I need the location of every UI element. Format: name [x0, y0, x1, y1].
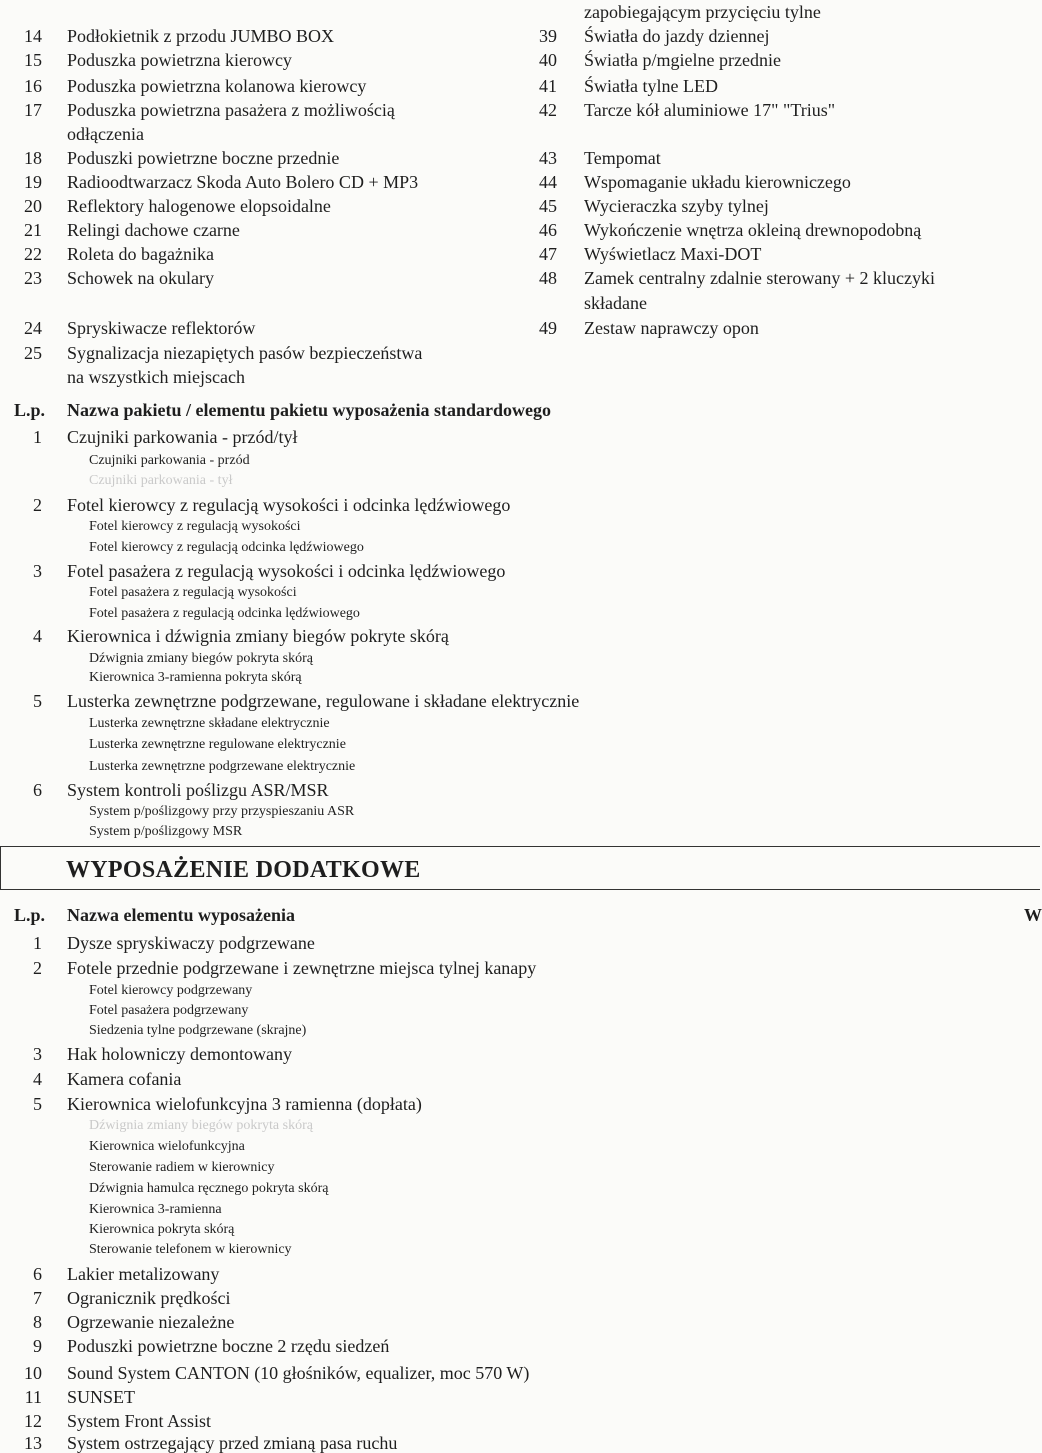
- sub-item: Lusterka zewnętrzne podgrzewane elektrycznie: [89, 759, 356, 774]
- item-text: Reflektory halogenowe elopsoidalne: [67, 196, 331, 216]
- sub-item: Siedzenia tylne podgrzewane (skrajne): [89, 1023, 307, 1038]
- item-text: Ogrzewanie niezależne: [67, 1312, 235, 1332]
- item-text-continuation: na wszystkich miejscach: [67, 367, 245, 387]
- item-number: 2: [33, 958, 42, 978]
- item-number: 42: [539, 100, 557, 120]
- sub-item: Lusterka zewnętrzne składane elektrycznie: [89, 716, 330, 731]
- item-number: 23: [24, 268, 42, 288]
- item-text: Wycieraczka szyby tylnej: [584, 196, 769, 216]
- sub-item: Fotel kierowcy podgrzewany: [89, 983, 253, 998]
- sub-item: Dźwignia zmiany biegów pokryta skórą: [89, 651, 313, 666]
- item-text: SUNSET: [67, 1387, 136, 1407]
- sub-item: Fotel kierowcy z regulacją odcinka lędźwiowego: [89, 540, 364, 555]
- sub-item: Kierownica wielofunkcyjna: [89, 1139, 245, 1154]
- item-text: Podłokietnik z przodu JUMBO BOX: [67, 26, 334, 46]
- item-number: 11: [24, 1387, 42, 1407]
- item-text: Czujniki parkowania - przód/tył: [67, 427, 298, 447]
- item-number: 6: [33, 780, 42, 800]
- item-text: Schowek na okulary: [67, 268, 214, 288]
- extra-header-name: Nazwa elementu wyposażenia: [67, 905, 295, 925]
- item-text: Ogranicznik prędkości: [67, 1288, 231, 1308]
- item-number: 5: [33, 1094, 42, 1114]
- item-text: Dysze spryskiwaczy podgrzewane: [67, 933, 315, 953]
- item-text: Lakier metalizowany: [67, 1264, 220, 1284]
- item-number: 8: [33, 1312, 42, 1332]
- item-number: 4: [33, 1069, 42, 1089]
- item-number: 44: [539, 172, 557, 192]
- item-text-continuation: składane: [584, 293, 647, 313]
- item-text: Fotel pasażera z regulacją wysokości i odcinka lędźwiowego: [67, 561, 506, 581]
- item-text-continuation: odłączenia: [67, 124, 144, 144]
- sub-item: Dźwignia hamulca ręcznego pokryta skórą: [89, 1181, 329, 1196]
- item-text: Poduszki powietrzne boczne 2 rzędu siedzeń: [67, 1336, 390, 1356]
- item-text: Poduszka powietrzna kolanowa kierowcy: [67, 76, 367, 96]
- section-title: WYPOSAŻENIE DODATKOWE: [66, 857, 421, 883]
- item-text: Sound System CANTON (10 głośników, equalizer, moc 570 W): [67, 1363, 530, 1383]
- sub-item: Fotel pasażera z regulacją wysokości: [89, 585, 297, 600]
- item-text: Wspomaganie układu kierowniczego: [584, 172, 851, 192]
- sub-item: Kierownica 3-ramienna pokryta skórą: [89, 670, 302, 685]
- item-number: 43: [539, 148, 557, 168]
- item-number: 3: [33, 561, 42, 581]
- item-number: 39: [539, 26, 557, 46]
- extra-header-right-fragment: W: [1024, 905, 1042, 925]
- sub-item: Fotel pasażera podgrzewany: [89, 1003, 249, 1018]
- item-number: 14: [24, 26, 42, 46]
- item-number: 48: [539, 268, 557, 288]
- item-number: 17: [24, 100, 42, 120]
- item-number: 4: [33, 626, 42, 646]
- item-text: System ostrzegający przed zmianą pasa ruchu: [67, 1433, 398, 1453]
- item-number: 7: [33, 1288, 42, 1308]
- item-number: 18: [24, 148, 42, 168]
- item-text: Relingi dachowe czarne: [67, 220, 240, 240]
- sub-item: Fotel pasażera z regulacją odcinka lędźwiowego: [89, 606, 360, 621]
- item-number: 24: [24, 318, 42, 338]
- sub-item: Czujniki parkowania - przód: [89, 453, 250, 468]
- item-number: 9: [33, 1336, 42, 1356]
- item-number: 1: [33, 933, 42, 953]
- sub-item: System p/poślizgowy MSR: [89, 824, 243, 839]
- item-text: Tarcze kół aluminiowe 17" "Trius": [584, 100, 836, 120]
- item-text: Roleta do bagażnika: [67, 244, 214, 264]
- item-number: 6: [33, 1264, 42, 1284]
- item-number: 46: [539, 220, 557, 240]
- sub-item-faded: Dźwignia zmiany biegów pokryta skórą: [89, 1118, 313, 1133]
- item-number: 49: [539, 318, 557, 338]
- item-number: 5: [33, 691, 42, 711]
- sub-item: Lusterka zewnętrzne regulowane elektrycznie: [89, 737, 346, 752]
- item-text: Poduszki powietrzne boczne przednie: [67, 148, 340, 168]
- item-text: Zamek centralny zdalnie sterowany + 2 kluczyki: [584, 268, 936, 288]
- item-text: Poduszka powietrzna kierowcy: [67, 50, 292, 70]
- item-number: 47: [539, 244, 557, 264]
- item-number: 40: [539, 50, 557, 70]
- sub-item: Kierownica 3-ramienna: [89, 1202, 222, 1217]
- item-text: Światła do jazdy dziennej: [584, 26, 770, 46]
- sub-item: System p/poślizgowy przy przyspieszaniu ASR: [89, 804, 355, 819]
- item-text: Wyświetlacz Maxi-DOT: [584, 244, 762, 264]
- sub-item-faded: Czujniki parkowania - tył: [89, 473, 233, 488]
- item-text: Wykończenie wnętrza okleiną drewnopodobną: [584, 220, 922, 240]
- item-number: 19: [24, 172, 42, 192]
- item-text: Światła p/mgielne przednie: [584, 50, 781, 70]
- item-text: Radioodtwarzacz Skoda Auto Bolero CD + MP3: [67, 172, 419, 192]
- item-text: Hak holowniczy demontowany: [67, 1044, 292, 1064]
- item-number: 3: [33, 1044, 42, 1064]
- item-number: 41: [539, 76, 557, 96]
- item-text: Poduszka powietrzna pasażera z możliwością: [67, 100, 395, 120]
- item-number: 25: [24, 343, 42, 363]
- item-number: 13: [24, 1433, 42, 1453]
- item-number: 2: [33, 495, 42, 515]
- item-number: 15: [24, 50, 42, 70]
- sub-item: Kierownica pokryta skórą: [89, 1222, 235, 1237]
- item-text: Fotele przednie podgrzewane i zewnętrzne miejsca tylnej kanapy: [67, 958, 537, 978]
- item-text: Światła tylne LED: [584, 76, 718, 96]
- extra-header-lp: L.p.: [14, 905, 46, 925]
- item-number: 45: [539, 196, 557, 216]
- packages-header-name: Nazwa pakietu / elementu pakietu wyposażenia standardowego: [67, 400, 552, 420]
- item-text: Spryskiwacze reflektorów: [67, 318, 256, 338]
- sub-item: Sterowanie telefonem w kierownicy: [89, 1242, 292, 1257]
- item-number: 1: [33, 427, 42, 447]
- item-text: Sygnalizacja niezapiętych pasów bezpieczeństwa: [67, 343, 423, 363]
- packages-header-lp: L.p.: [14, 400, 46, 420]
- item-text: Kierownica wielofunkcyjna 3 ramienna (dopłata): [67, 1094, 422, 1114]
- item-text: System kontroli poślizgu ASR/MSR: [67, 780, 329, 800]
- item-text: Zestaw naprawczy opon: [584, 318, 759, 338]
- item-text: Lusterka zewnętrzne podgrzewane, regulowane i składane elektrycznie: [67, 691, 580, 711]
- right-continuation-text: zapobiegającym przycięciu tylne: [584, 2, 821, 22]
- item-text: Kamera cofania: [67, 1069, 182, 1089]
- item-text: System Front Assist: [67, 1411, 212, 1431]
- item-number: 12: [24, 1411, 42, 1431]
- sub-item: Fotel kierowcy z regulacją wysokości: [89, 519, 301, 534]
- item-number: 22: [24, 244, 42, 264]
- item-number: 16: [24, 76, 42, 96]
- item-number: 20: [24, 196, 42, 216]
- item-text: Fotel kierowcy z regulacją wysokości i odcinka lędźwiowego: [67, 495, 511, 515]
- item-number: 10: [24, 1363, 42, 1383]
- sub-item: Sterowanie radiem w kierownicy: [89, 1160, 275, 1175]
- item-text: Kierownica i dźwignia zmiany biegów pokryte skórą: [67, 626, 449, 646]
- item-text: Tempomat: [584, 148, 661, 168]
- item-number: 21: [24, 220, 42, 240]
